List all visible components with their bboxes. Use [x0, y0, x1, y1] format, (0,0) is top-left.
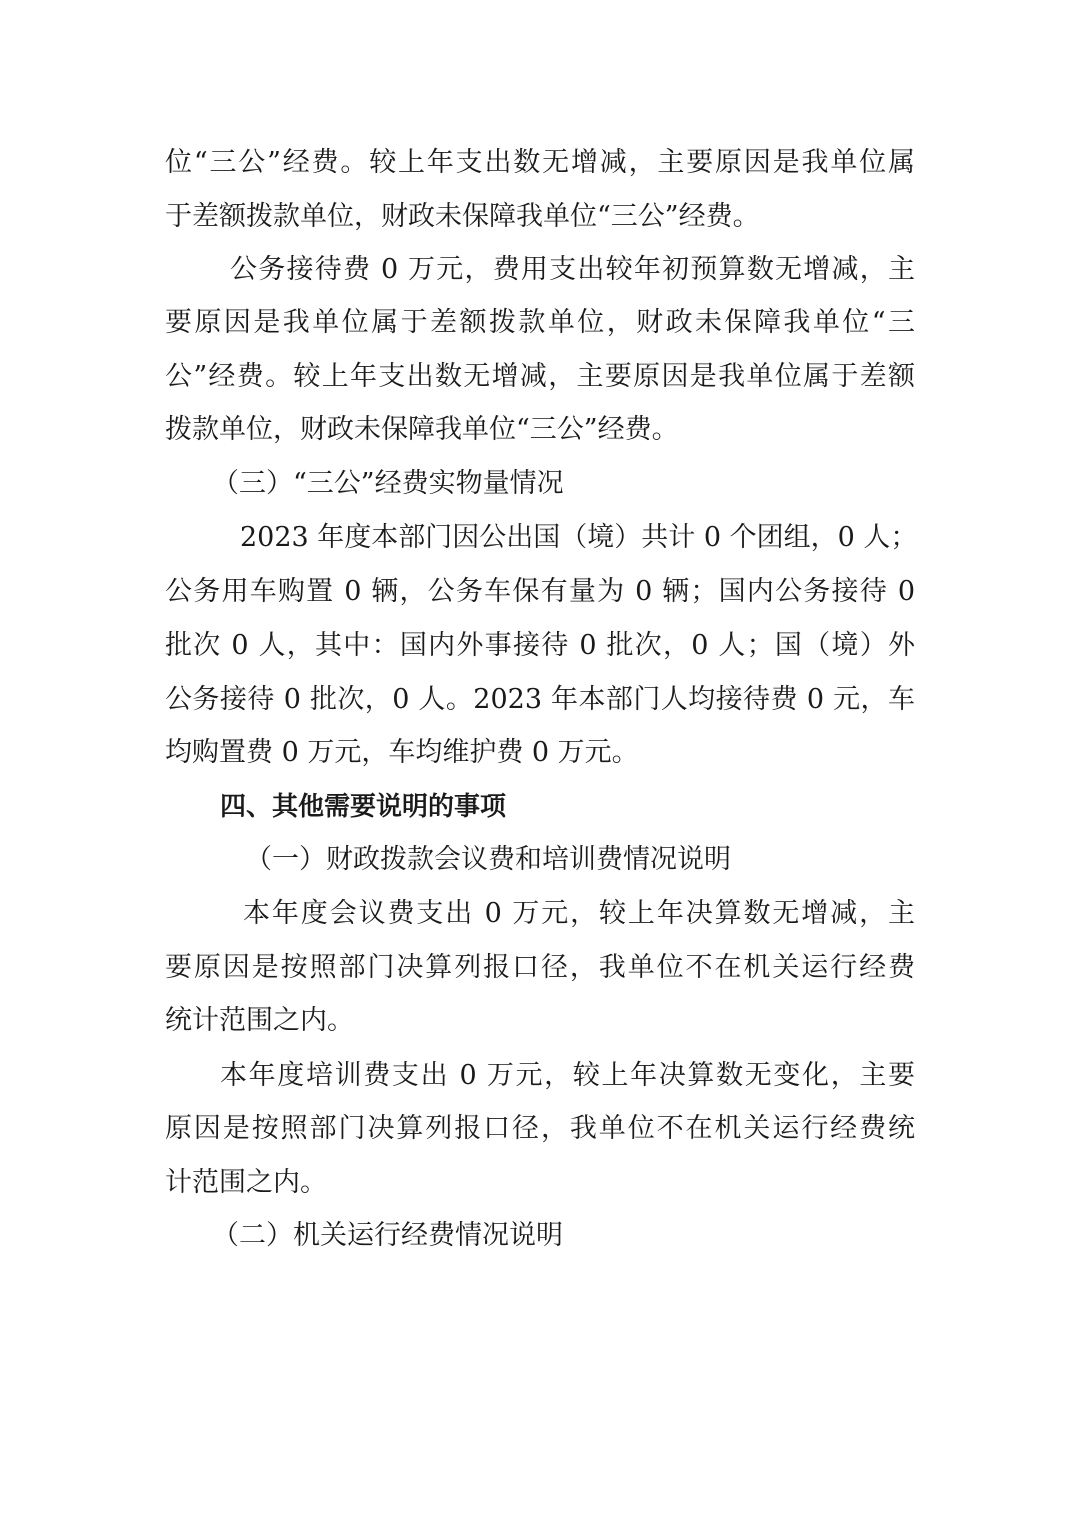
subsection-heading: （二）机关运行经费情况说明	[212, 1220, 563, 1251]
paragraph-line: 公务用车购置 0 辆，公务车保有量为 0 辆；国内公务接待 0	[165, 576, 915, 607]
paragraph-line: 统计范围之内。	[165, 1005, 354, 1036]
section-heading: 四、其他需要说明的事项	[220, 792, 507, 822]
paragraph-line: 要原因是按照部门决算列报口径，我单位不在机关运行经费	[165, 952, 915, 983]
paragraph-line: 本年度培训费支出 0 万元，较上年决算数无变化，主要	[220, 1060, 915, 1091]
paragraph-line: 公”经费。较上年支出数无增减，主要原因是我单位属于差额	[165, 361, 915, 392]
paragraph-line: 批次 0 人，其中：国内外事接待 0 批次，0 人；国（境）外	[165, 630, 915, 661]
paragraph-line: 2023 年度本部门因公出国（境）共计 0 个团组，0 人；	[240, 522, 918, 553]
paragraph-line: 公务接待 0 批次，0 人。2023 年本部门人均接待费 0 元，车	[165, 684, 915, 715]
paragraph-line: 公务接待费 0 万元，费用支出较年初预算数无增减，主	[230, 254, 915, 285]
paragraph-line: 于差额拨款单位，财政未保障我单位“三公”经费。	[165, 201, 760, 232]
paragraph-line: 位“三公”经费。较上年支出数无增减，主要原因是我单位属	[165, 147, 915, 178]
paragraph-line: 原因是按照部门决算列报口径，我单位不在机关运行经费统	[165, 1113, 915, 1144]
paragraph-line: 均购置费 0 万元，车均维护费 0 万元。	[165, 737, 639, 768]
paragraph-line: 本年度会议费支出 0 万元，较上年决算数无增减，主	[243, 898, 915, 929]
paragraph-line: 要原因是我单位属于差额拨款单位，财政未保障我单位“三	[165, 307, 915, 338]
section-heading: （三）“三公”经费实物量情况	[212, 468, 564, 499]
paragraph-line: 拨款单位，财政未保障我单位“三公”经费。	[165, 414, 679, 445]
paragraph-line: 计范围之内。	[165, 1167, 327, 1198]
subsection-heading: （一）财政拨款会议费和培训费情况说明	[245, 844, 731, 875]
